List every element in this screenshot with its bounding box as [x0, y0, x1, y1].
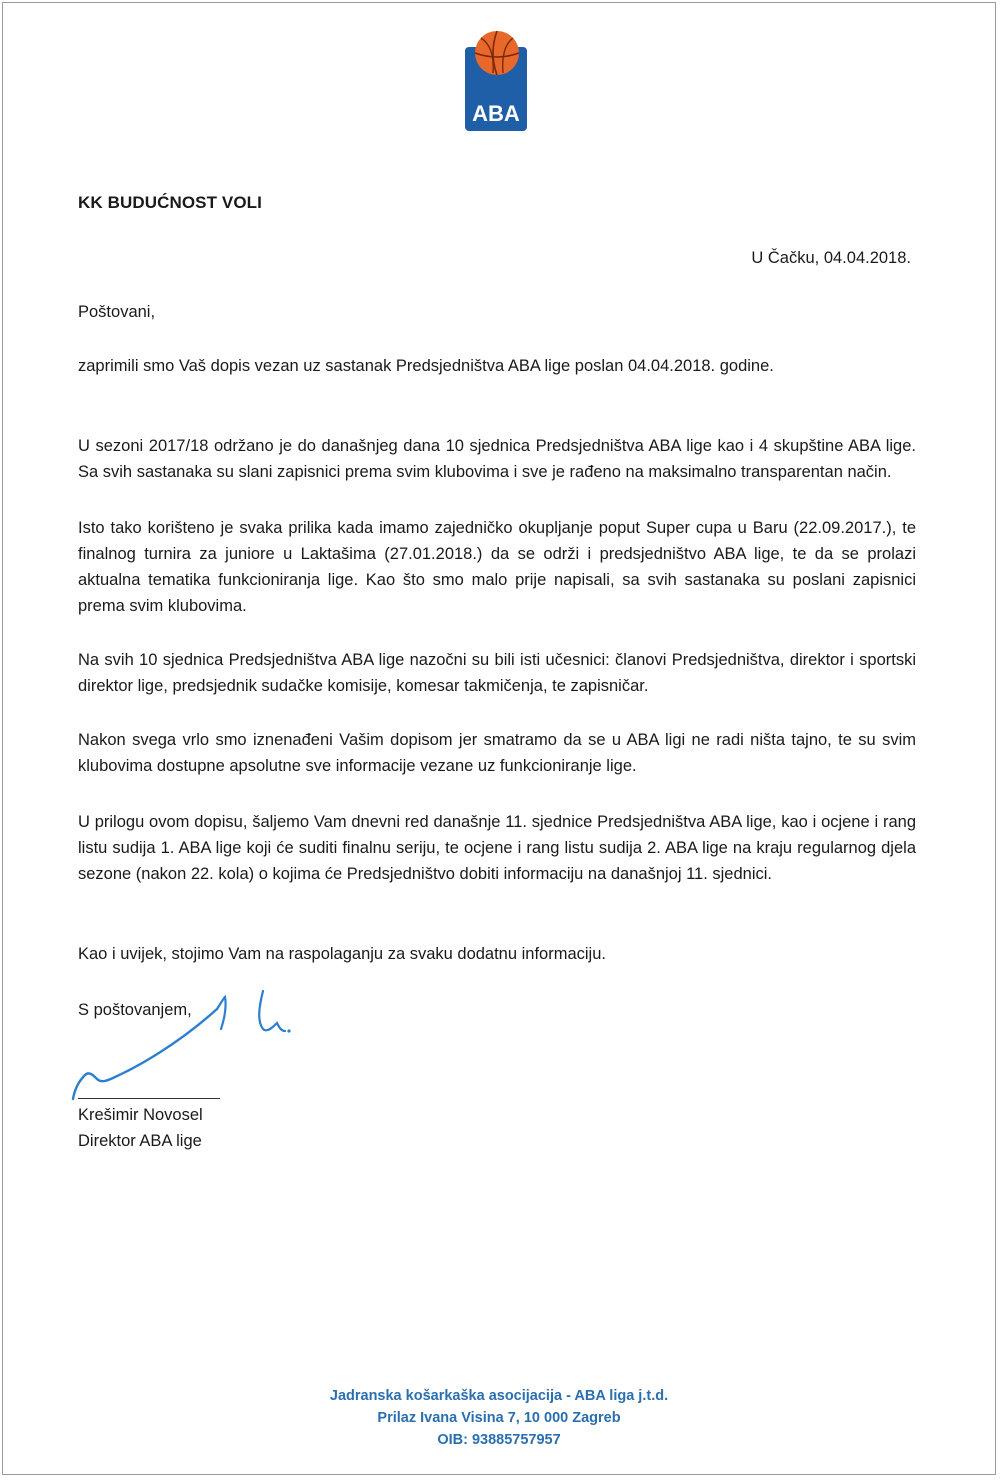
footer-address: Prilaz Ivana Visina 7, 10 000 Zagreb [377, 1410, 621, 1426]
paragraph: Na svih 10 sjednica Predsjedništva ABA lige nazočni su bili isti učesnici: članovi Predsjedništva, direktor i sportski direktor lige, predsjednik sudačke komisije, komesar takmičenja, te zapisničar. [78, 651, 916, 695]
paragraph: Nakon svega vrlo smo iznenađeni Vašim dopisom jer smatramo da se u ABA ligi ne radi ništa tajno, te su svim klubovima dostupne apsolutne sve informacije vezane uz funkcioniranje lige. [78, 731, 916, 775]
paragraph: U prilogu ovom dopisu, šaljemo Vam dnevni red današnje 11. sjednice Predsjedništva ABA lige, kao i ocjene i rang listu sudija 1. ABA lige koji će suditi finalnu seriju, te ocjene i rang listu sudija 2. ABA lige na kraju regularnog djela sezone (nakon 22. kola) o kojima će Predsjedništvo dobiti informaciju na današnjoj 11. sjednici. [78, 813, 916, 883]
recipient: KK BUDUĆNOST VOLI [78, 193, 262, 212]
footer [3, 1385, 995, 1451]
paragraph: U sezoni 2017/18 održano je do današnjeg dana 10 sjednica Predsjedništva ABA lige kao i 4 skupštine ABA lige. Sa svih sastanaka su slani zapisnici prema svim klubovima i sve je rađeno na maksimalno transparentan način. [78, 437, 916, 481]
footer-oib: OIB: 93885757957 [437, 1432, 561, 1448]
signature-line [78, 1098, 220, 1099]
handwritten-signature [67, 979, 307, 1103]
basketball-icon [475, 31, 519, 75]
paragraph: Kao i uvijek, stojimo Vam na raspolaganju za svaku dodatnu informaciju. [78, 945, 606, 963]
footer-organization: Jadranska košarkaška asocijacija - ABA liga j.t.d. [329, 1388, 669, 1404]
aba-logo [463, 29, 529, 133]
closing: S poštovanjem, [78, 1001, 192, 1019]
paragraph: zaprimili smo Vaš dopis vezan uz sastanak Predsjedništva ABA lige poslan 04.04.2018. godine. [78, 357, 774, 375]
paragraph: Isto tako korišteno je svaka prilika kada imamo zajedničko okupljanje poput Super cupa u Baru (22.09.2017.), te finalnog turnira za juniore u Laktašima (27.01.2018.) da se održi i predsjedništvo ABA lige, te da se prolazi aktualna tematika funkcioniranja lige. Kao što smo malo prije napisali, sa svih sastanaka su poslani zapisnici prema svim klubovima. [78, 519, 916, 615]
letter-page [2, 2, 996, 1475]
signer-name: Krešimir Novosel [78, 1106, 203, 1124]
signer-title: Direktor ABA lige [78, 1132, 202, 1150]
logo-text: ABA [472, 101, 520, 126]
letter-date: U Čačku, 04.04.2018. [751, 249, 911, 267]
greeting: Poštovani, [78, 303, 156, 321]
